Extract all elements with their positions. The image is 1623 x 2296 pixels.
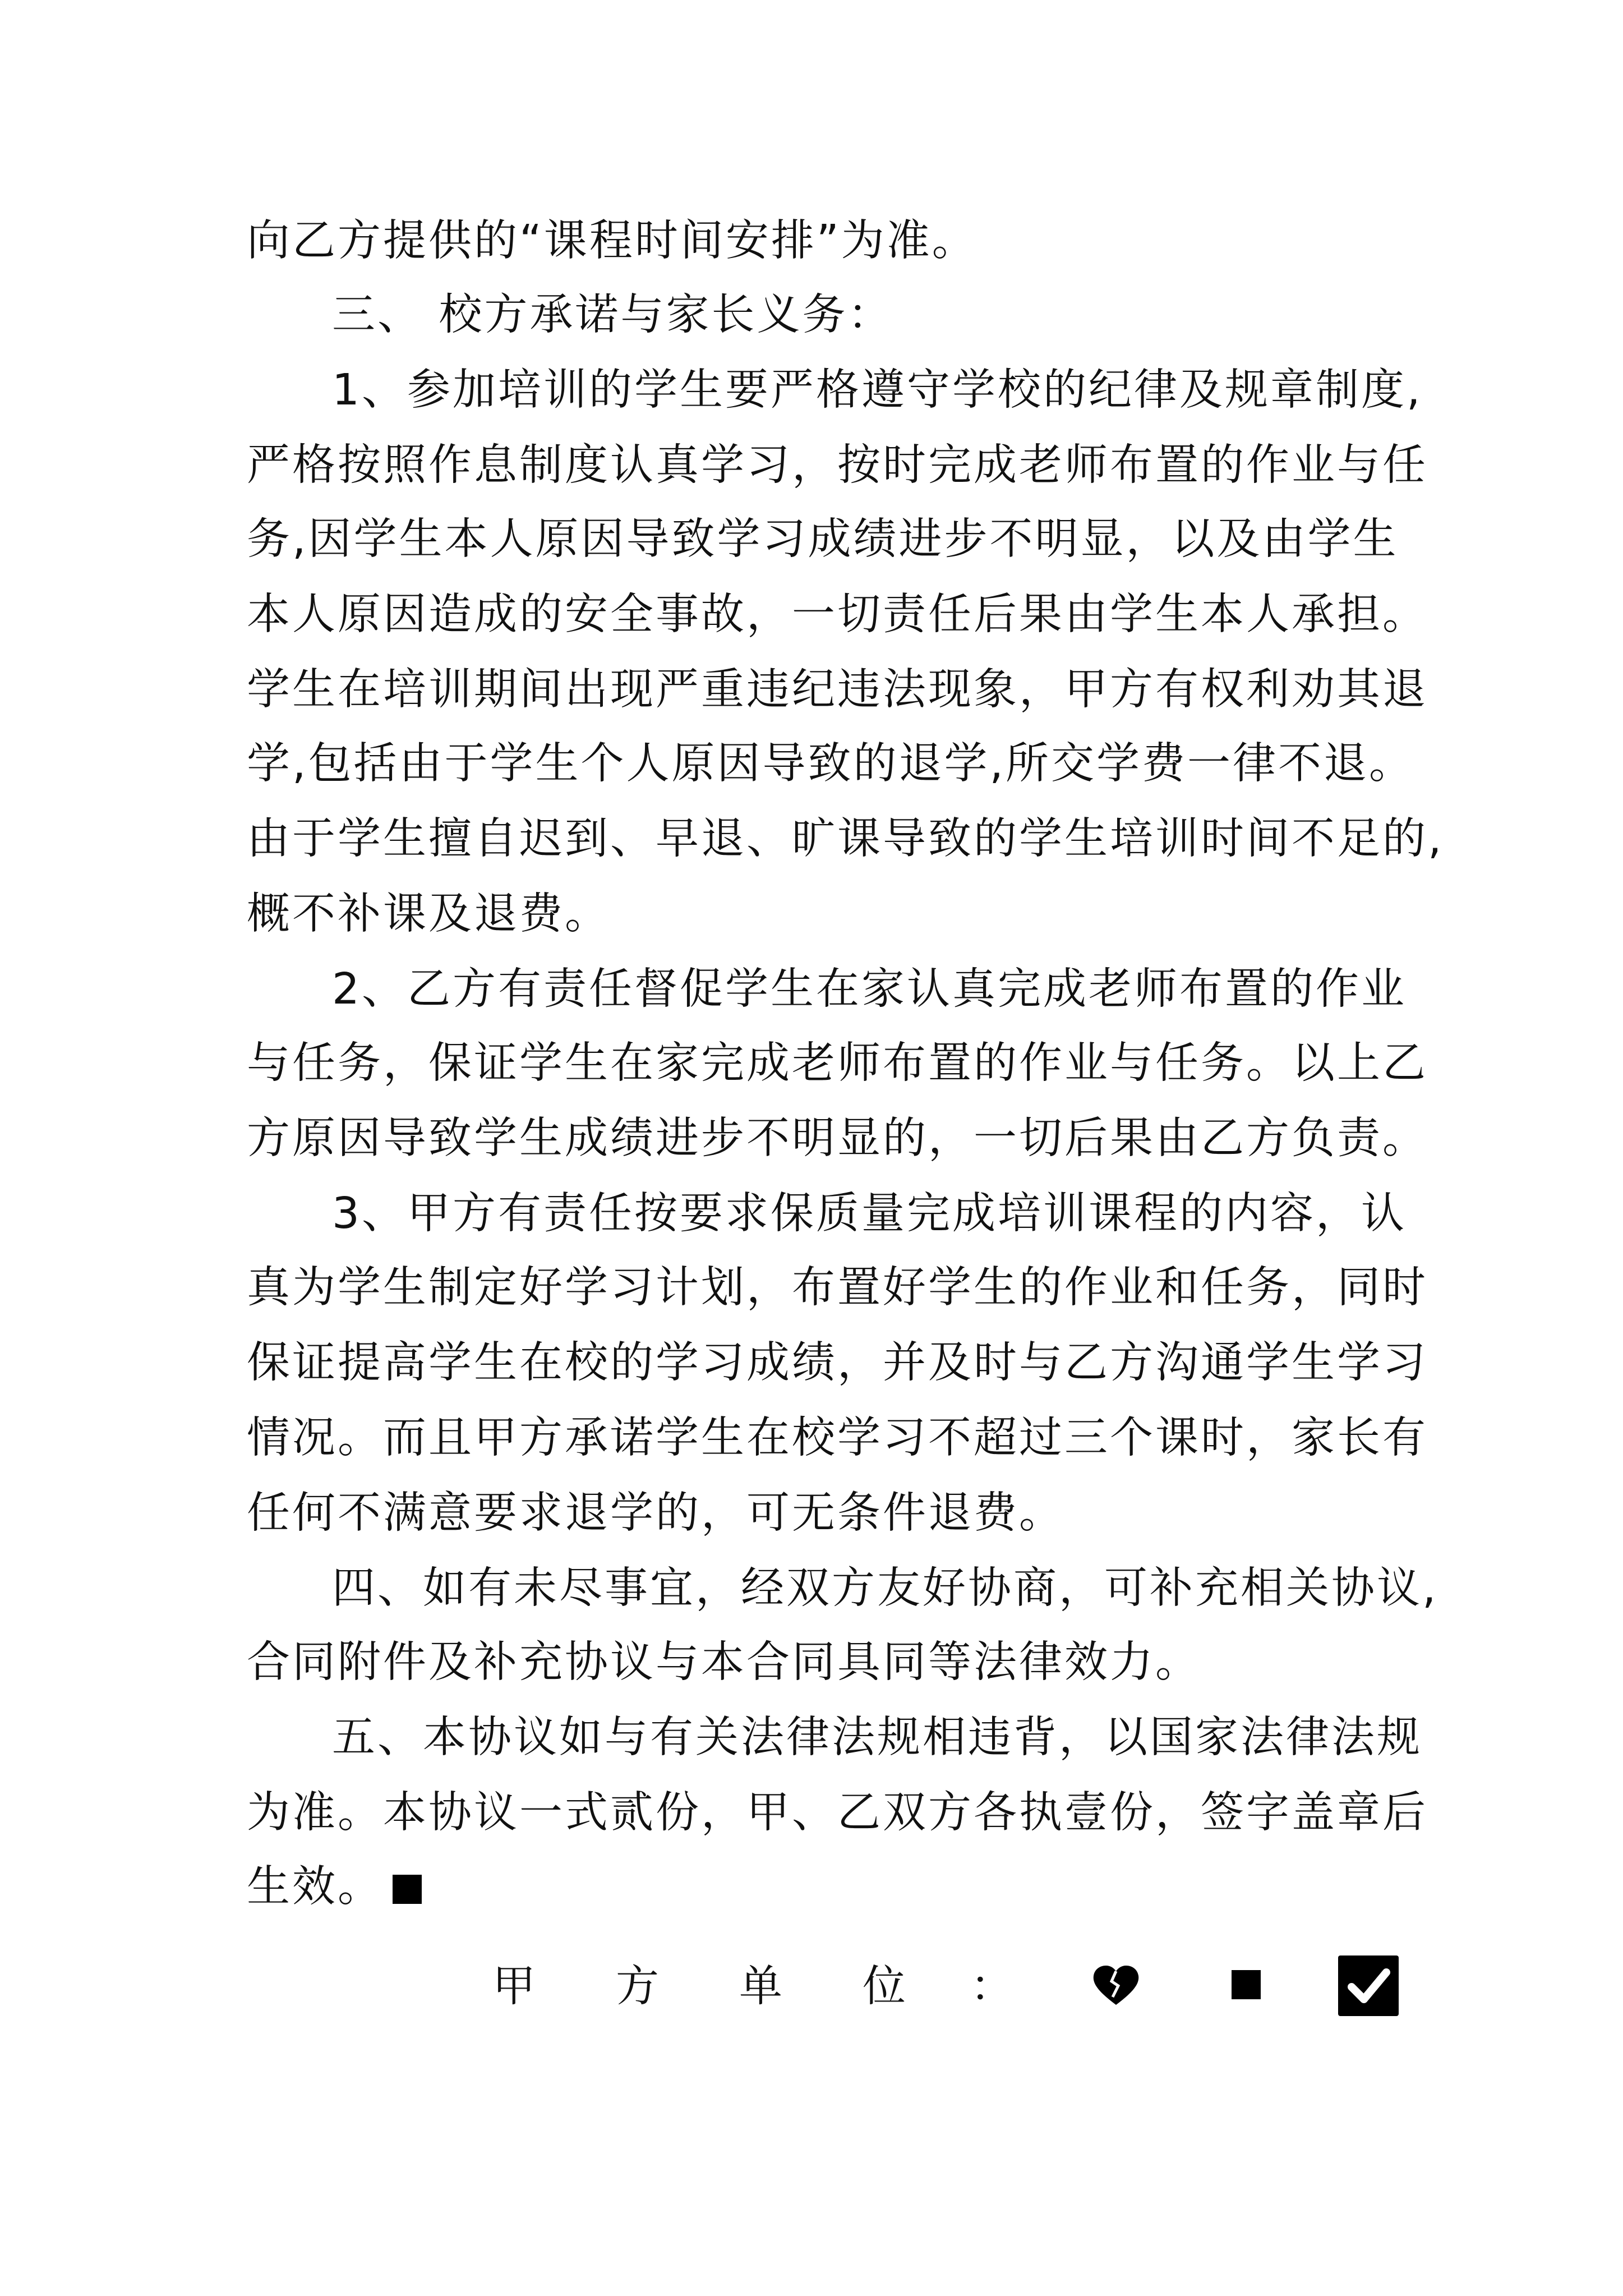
text-line: 五、本协议如与有关法律法规相违背，以国家法律法规 <box>332 1713 1422 1763</box>
text-line: 真为学生制定好学习计划，布置好学生的作业和任务，同时 <box>247 1263 1428 1313</box>
text-line: 向乙方提供的“课程时间安排”为准。 <box>247 216 978 266</box>
text-line: 四、如有未尽事宜，经双方友好协商，可补充相关协议, <box>332 1563 1438 1613</box>
text-line: 2、乙方有责任督促学生在家认真完成老师布置的作业 <box>332 964 1407 1014</box>
text-line: 情况。而且甲方承诺学生在校学习不超过三个课时，家长有 <box>247 1413 1428 1463</box>
text-line: 学,包括由于学生个人原因导致的退学,所交学费一律不退。 <box>247 739 1414 789</box>
text-line: 为准。本协议一式贰份，甲、乙双方各执壹份，签字盖章后 <box>247 1788 1428 1838</box>
text-line: 务,因学生本人原因导致学习成绩进步不明显，以及由学生 <box>247 514 1399 564</box>
broken-heart-icon <box>1092 1964 1140 2006</box>
signature-char: 位 <box>863 1962 906 2012</box>
text-line: 合同附件及补充协议与本合同具同等法律效力。 <box>247 1637 1201 1687</box>
text-line: 任何不满意要求退学的，可无条件退费。 <box>247 1488 1064 1538</box>
black-square-icon <box>393 1875 422 1904</box>
black-square-icon <box>1232 1970 1261 1999</box>
text-line: 与任务，保证学生在家完成老师布置的作业与任务。以上乙 <box>247 1038 1428 1088</box>
text-line: 由于学生擅自迟到、早退、旷课导致的学生培训时间不足的, <box>247 814 1444 864</box>
signature-char: 甲 <box>492 1962 536 2012</box>
text-line: 3、甲方有责任按要求保质量完成培训课程的内容，认 <box>332 1189 1407 1239</box>
text-line: 保证提高学生在校的学习成绩，并及时与乙方沟通学生学习 <box>247 1338 1428 1388</box>
check-box-icon <box>1338 1955 1399 2016</box>
text-line: 方原因导致学生成绩进步不明显的，一切后果由乙方负责。 <box>247 1114 1428 1163</box>
text-line: 学生在培训期间出现严重违纪违法现象，甲方有权利劝其退 <box>247 665 1428 715</box>
text-line: 概不补课及退费。 <box>247 889 610 939</box>
text-line: 本人原因造成的安全事故，一切责任后果由学生本人承担。 <box>247 590 1428 639</box>
section-heading: 三、 校方承诺与家长义务： <box>332 290 893 340</box>
text-line: 1、参加培训的学生要严格遵守学校的纪律及规章制度, <box>332 365 1423 415</box>
signature-char: 方 <box>616 1962 659 2012</box>
signature-char: 单 <box>739 1962 782 2012</box>
text-line: 严格按照作息制度认真学习，按时完成老师布置的作业与任 <box>247 440 1428 490</box>
signature-colon: ： <box>970 1962 1013 2012</box>
text-line: 生效。 <box>247 1862 383 1912</box>
